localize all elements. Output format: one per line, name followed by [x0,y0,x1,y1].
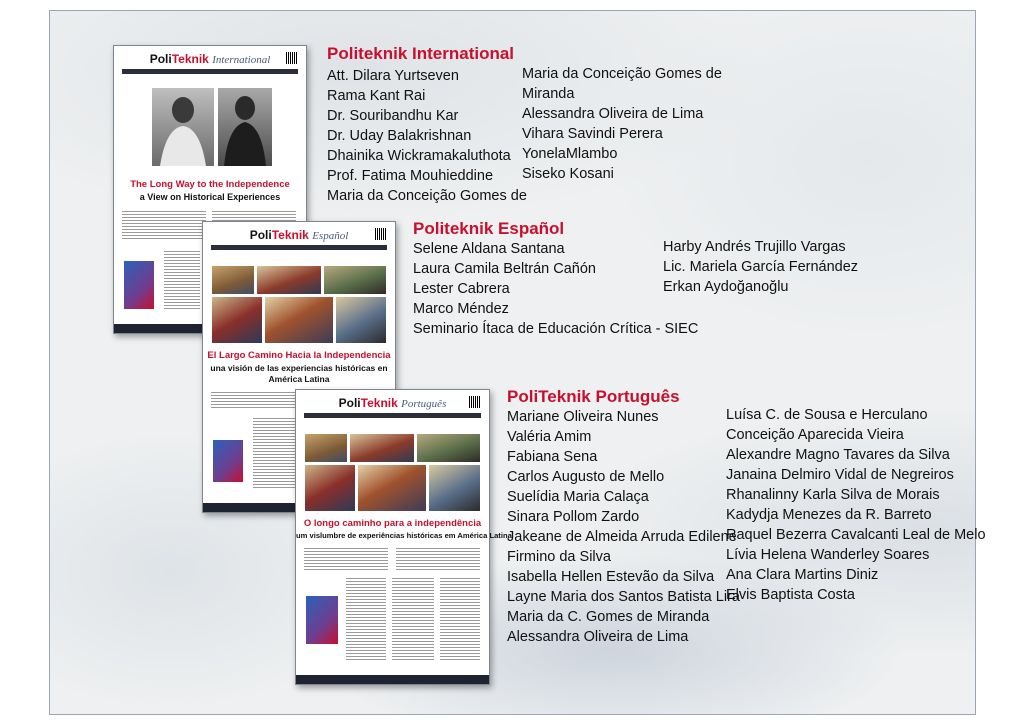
contributor-name: Att. Dilara Yurtseven [327,68,459,84]
article-text [304,548,388,570]
painting-1 [212,266,254,294]
masthead-bar [211,245,387,250]
contributor-name: Seminario Ítaca de Educación Crítica - SIEC [413,321,699,337]
masthead-edition: International [212,54,271,66]
contributor-name: Suelídia Maria Calaça [507,489,649,505]
contributor-name: Laura Camila Beltrán Cañón [413,261,596,277]
painting-3 [417,434,480,462]
contributor-name: Mariane Oliveira Nunes [507,409,659,425]
section-title-portugues: PoliTeknik Português [507,387,680,406]
cover-subheadline-espanol-2: América Latina [268,374,330,384]
masthead-international [114,52,306,66]
masthead-brand-teknik: Teknik [171,52,209,66]
cover-headline-international: The Long Way to the Independence [130,179,290,190]
contributor-name: Lic. Mariela García Fernández [663,259,859,275]
contributor-name: Maria da Conceição Gomes de [327,188,527,204]
contributor-name: Erkan Aydoğanoğlu [663,279,789,295]
contributors-international-col1 [327,66,527,206]
cover-subheadline-portugues: um vislumbre de experiências históricas em América Latina [296,531,512,540]
leader-figure-icon [218,88,272,166]
contributor-name: Elvis Baptista Costa [726,587,855,603]
article-text [122,211,206,239]
contributor-name: Dr. Uday Balakrishnan [327,128,472,144]
contributors-espanol-col2 [663,237,858,297]
painting-6 [336,297,386,343]
contributor-name: Fabiana Sena [507,449,598,465]
gandhi-photo [152,88,214,166]
contributor-name: Ana Clara Martins Diniz [726,567,879,583]
contributor-name: Vihara Savindi Perera [522,126,663,142]
article-text [392,578,434,660]
masthead-bar [122,69,298,74]
contributor-name: Maria da Conceição Gomes de [522,66,722,82]
contributor-name: Prof. Fatima Mouhieddine [327,168,494,184]
painting-5 [358,465,426,511]
cover-headline-portugues: O longo caminho para a independência [303,518,482,529]
masthead-bar [304,413,481,418]
painting-6 [429,465,480,511]
article-text [396,548,480,570]
masthead-espanol [203,228,395,242]
painting-3 [324,266,386,294]
contributor-name: Selene Aldana Santana [413,241,565,257]
contributor-name: Firmino da Silva [507,549,611,565]
contributor-name: Valéria Amim [507,429,592,445]
contributor-name: Kadydja Menezes da R. Barreto [726,507,932,523]
barcode-icon [469,396,481,408]
contributor-name: Maria da C. Gomes de Miranda [507,609,710,625]
cover-subheadline-international: a View on Historical Experiences [139,192,281,202]
feature-box [124,261,154,309]
gandhi-figure-icon [152,88,214,166]
masthead-portugues [296,396,489,410]
masthead-edition: Português [401,398,447,410]
contributor-name: Layne Maria dos Santos Batista Lira [507,589,740,605]
cover-headline-espanol: El Largo Camino Hacia la Independencia [207,350,391,361]
section-title-espanol: Politeknik Español [413,219,565,238]
poster-frame [49,10,986,715]
cover-portugues [295,389,512,685]
barcode-icon [286,52,298,64]
contributors-espanol-col1 [413,239,698,339]
contributor-name: Alessandra Oliveira de Lima [522,106,704,122]
painting-1 [305,434,347,462]
contributor-name: Jakeane de Almeida Arruda Edilene [507,529,737,545]
feature-box [213,440,243,482]
leader-photo [218,88,272,166]
masthead-brand-teknik: Teknik [271,228,309,242]
cover-footer-bar [296,675,489,684]
feature-box [306,596,338,644]
masthead-brand-poli: Poli [249,228,272,242]
section-title-international: Politeknik International [327,44,515,63]
contributors-international-col2 [522,64,722,184]
contributor-name: Rama Kant Rai [327,88,426,104]
contributor-name: Lívia Helena Wanderley Soares [726,547,930,563]
contributor-name: YonelaMlambo [522,146,618,162]
contributor-name: Isabella Hellen Estevão da Silva [507,569,715,585]
painting-4 [305,465,355,511]
painting-2 [257,266,321,294]
barcode-icon [375,228,387,240]
contributor-name: Marco Méndez [413,301,509,317]
contributors-portugues-col2 [726,405,986,605]
contributor-name: Janaina Delmiro Vidal de Negreiros [726,467,954,483]
cover-subheadline-espanol: una visión de las experiencias históricas en [210,363,388,373]
article-text [346,578,386,660]
article-text [164,251,200,311]
contributors-portugues-col1 [507,407,740,647]
masthead-brand-teknik: Teknik [360,396,398,410]
painting-5 [265,297,333,343]
contributor-name: Harby Andrés Trujillo Vargas [663,239,846,255]
contributor-name: Rhanalinny Karla Silva de Morais [726,487,940,503]
contributor-name: Alexandre Magno Tavares da Silva [726,447,950,463]
contributor-name: Dr. Souribandhu Kar [327,108,459,124]
contributor-name: Luísa C. de Sousa e Herculano [726,407,928,423]
contributor-name: Raquel Bezerra Cavalcanti Leal de Melo [726,527,986,543]
contributor-name: Lester Cabrera [413,281,510,297]
article-text [440,578,480,660]
masthead-brand-poli: Poli [149,52,172,66]
masthead-edition: Español [312,230,349,242]
contributor-name: Siseko Kosani [522,166,614,182]
painting-2 [350,434,414,462]
contributor-name: Conceição Aparecida Vieira [726,427,904,443]
painting-4 [212,297,262,343]
masthead-brand-poli: Poli [338,396,361,410]
contributor-name: Dhainika Wickramakaluthota [327,148,511,164]
contributor-name: Miranda [522,86,575,102]
contributor-name: Sinara Pollom Zardo [507,509,640,525]
contributor-name: Alessandra Oliveira de Lima [507,629,689,645]
contributor-name: Carlos Augusto de Mello [507,469,665,485]
